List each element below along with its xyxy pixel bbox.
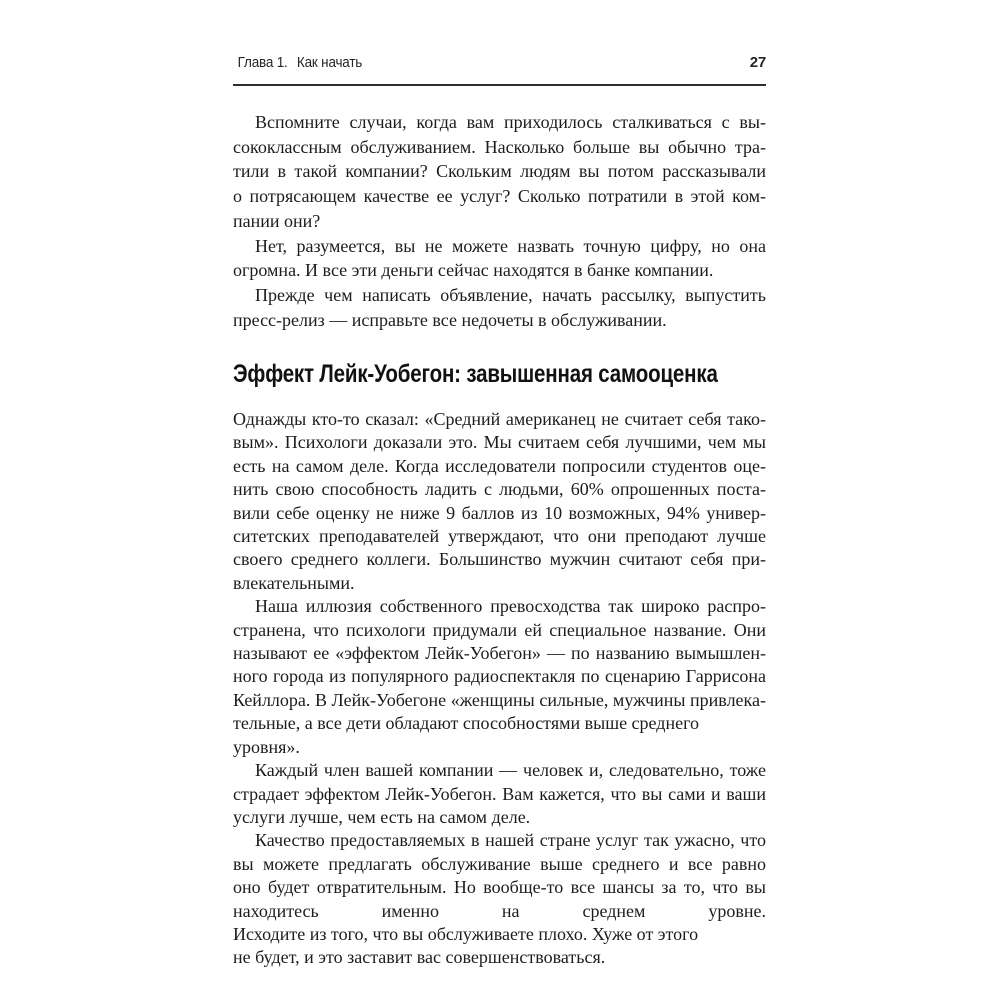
text-line: называют ее «эффектом Лейк-Уобегон» — по названию вымышлен- (233, 643, 766, 664)
text-line: вили себе оценку не ниже 9 баллов из 10 возможных, 94% универ- (233, 502, 766, 523)
section-heading-text: Эффект Лейк-Уобегон: завышенная самооценка (233, 360, 718, 388)
text-line: не будет, и это заставит вас совершенствоваться. (233, 947, 606, 968)
text-line: пании они? (233, 210, 321, 231)
paragraph (233, 829, 766, 946)
text-line: тельные, а все дети обладают способностями выше среднего уровня». (233, 713, 700, 757)
paragraph (233, 408, 766, 595)
paragraph (233, 946, 766, 969)
text-line: страдает эффектом Лейк-Уобегон. Вам кажется, что вы сами и ваши (233, 783, 766, 804)
chapter-title: Как начать (296, 55, 363, 71)
paragraph (233, 234, 766, 283)
text-line: есть на самом деле. Когда исследователи попросили студентов оце- (233, 455, 766, 476)
text-line: своего среднего коллеги. Большинство мужчин считают себя при- (233, 549, 766, 570)
page-number: 27 (749, 54, 766, 71)
text-line: ситетских преподавателей утверждают, что они преподают лучше (233, 526, 766, 547)
text-line: странена, что психологи придумали ей специальное название. Они (233, 619, 766, 640)
text-line: ного города из популярного радиоспектакля по сценарию Гаррисона (233, 666, 766, 687)
text-line: вым». Психологи доказали это. Мы считаем себя лучшими, чем мы (233, 432, 766, 453)
intro-section (233, 110, 766, 332)
section-heading (233, 358, 824, 390)
chapter-label (238, 55, 362, 71)
text-line: находитесь именно на среднем уровне. (233, 900, 766, 921)
running-header (233, 54, 766, 71)
text-line: Однажды кто-то сказал: «Средний американец не считает себя тако- (233, 409, 766, 429)
text-line: Качество предоставляемых в нашей стране услуг так ужасно, что (255, 830, 766, 851)
paragraph (233, 595, 766, 759)
text-line: пресс-релиз — исправьте все недочеты в обслуживании. (233, 309, 667, 330)
text-line: вы можете предлагать обслуживание выше среднего и все равно (233, 853, 766, 874)
text-line: огромна. И все эти деньги сейчас находятся в банке компании. (233, 260, 714, 281)
paragraph (233, 759, 766, 829)
text-line: оно будет отвратительным. Но вообще-то все шансы за то, что вы (233, 877, 766, 898)
text-line: Кейллора. В Лейк-Уобегоне «женщины сильные, мужчины привлека- (233, 689, 766, 710)
text-line: влекательными. (233, 572, 355, 593)
text-line: Наша иллюзия собственного превосходства так широко распро- (255, 596, 766, 617)
text-line: нить свою способность ладить с людьми, 60% опрошенных поста- (233, 479, 766, 500)
text-line: Прежде чем написать объявление, начать рассылку, выпустить (255, 284, 766, 305)
header-rule (233, 84, 766, 86)
text-line: о потрясающем качестве ее услуг? Сколько потратили в этой ком- (233, 186, 766, 207)
chapter-number: Глава 1. (237, 55, 288, 71)
text-line: Нет, разумеется, вы не можете назвать точную цифру, но она (255, 235, 766, 256)
text-line: Вспомните случаи, когда вам приходилось сталкиваться с вы- (255, 112, 766, 132)
paragraph (233, 283, 766, 332)
text-line: услуги лучше, чем есть на самом деле. (233, 806, 531, 827)
text-line: сококлассным обслуживанием. Насколько больше вы обычно тра- (233, 136, 766, 157)
text-line: Каждый член вашей компании — человек и, следовательно, тоже (255, 760, 766, 781)
text-line: тили в такой компании? Скольким людям вы потом рассказывали (233, 161, 766, 182)
paragraph (233, 110, 766, 234)
text-line: Исходите из того, что вы обслуживаете плохо. Хуже от этого (233, 923, 699, 944)
lake-wobegon-section (233, 408, 766, 970)
